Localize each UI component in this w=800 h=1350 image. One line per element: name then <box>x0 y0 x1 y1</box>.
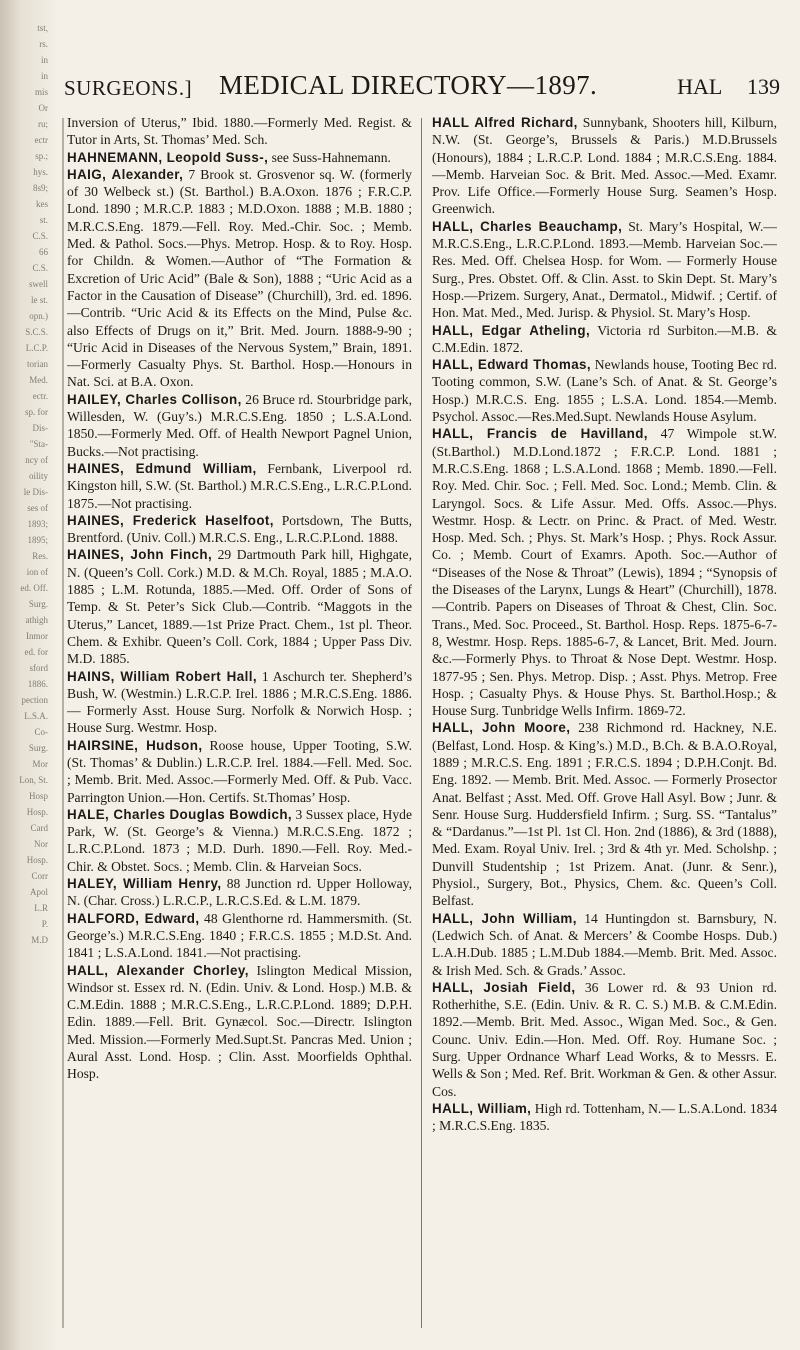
gutter-fragment: Apol <box>30 887 48 897</box>
directory-entry <box>67 391 412 460</box>
entry-name: HALL, Charles Beauchamp, <box>432 218 623 234</box>
entry-text: St. Mary’s Hospital, W.—M.R.C.S.Eng., L.R.C.P.Lond. 1893.—Memb. Harveian Soc.—Res. Med. Off. Chelsea Hosp. for Wom. — Formerly House Surg., Pres. Obstet. Off. & Clin. Asst. to Skin Dept. St. Mary’s Hosp.—Prizem. Surgery, Anat., Dermatol., Midwif. ; Certif. of Hon. Mat. Med., Med. Jurisp. & Physiol. St. Mary’s Hosp. <box>432 218 777 321</box>
running-header <box>64 66 780 106</box>
gutter-fragment: oility <box>28 471 48 481</box>
gutter-fragment: C.S. <box>32 263 48 273</box>
gutter-fragment: ion of <box>26 567 48 577</box>
directory-entry <box>67 512 412 547</box>
directory-entry <box>432 979 777 1100</box>
entry-name: HALL, Edgar Atheling, <box>432 322 591 338</box>
gutter-fragment: Hosp. <box>26 807 48 817</box>
gutter-fragment: Lon, St. <box>19 775 48 785</box>
page-edge-shadow <box>62 118 64 1328</box>
directory-entry <box>67 166 412 391</box>
gutter-fragment: L.R <box>34 903 48 913</box>
gutter-fragment: ectr. <box>32 391 48 401</box>
gutter-fragment: Or <box>38 103 48 113</box>
gutter-fragment: Hosp <box>28 791 48 801</box>
entry-name: HALE, Charles Douglas Bowdich, <box>67 806 293 822</box>
directory-entry <box>432 1100 777 1135</box>
entry-name: HAILEY, Charles Collison, <box>67 391 242 407</box>
entry-name: HAINS, William Robert Hall, <box>67 668 257 684</box>
gutter-fragment: P. <box>41 919 48 929</box>
directory-entry <box>432 356 777 425</box>
entry-name: HALL, Josiah Field, <box>432 979 576 995</box>
gutter-fragment: ed. for <box>24 647 48 657</box>
directory-entry <box>67 737 412 806</box>
page-locator <box>657 74 780 100</box>
gutter-fragment: pection <box>21 695 48 705</box>
directory-entry <box>432 114 777 218</box>
gutter-fragment: Co- <box>34 727 48 737</box>
gutter-fragment: hys. <box>33 167 48 177</box>
entry-name: HALL, Edward Thomas, <box>432 357 592 373</box>
gutter-fragment: Med. <box>29 375 48 385</box>
gutter-fragment: "Sta- <box>29 439 48 449</box>
entry-text: Sunnybank, Shooters hill, Kilburn, N.W. (St. George’s, Brussels & Paris.) M.D.Brussels (Honours), 1884 ; L.R.C.P. Lond. 1884 ; M.R.C.S.Eng. 1884.—Memb. Harveian Soc. & Brit. Med. Assoc.—Med. Examr. Prov. Life Office.—Formerly House Surg. Seamen’s Hosp. Greenwich. <box>432 115 777 217</box>
gutter-fragment: st. <box>39 215 48 225</box>
directory-entry <box>432 719 777 909</box>
gutter-fragment: kes <box>36 199 48 209</box>
gutter-fragment: sp. for <box>25 407 48 417</box>
entry-name: HALL, William, <box>432 1100 532 1116</box>
entry-text: 238 Richmond rd. Hackney, N.E. (Belfast, Lond. Hosp. & King’s.) M.D., B.Ch. & B.A.O.Royal, 1889 ; M.R.C.S. Eng. 1891 ; F.R.C.S. 1894 ; D.P.H.Conjt. Bd. Eng. 1892. — Memb. Brit. Med. Assoc. — Formerly Prosector Anat. Belfast ; Asst. Med. Off. Grove Hall Asyl. Bow ; Junr. & Senr. House Surg. Huddersfield Infirm. ; Surg. SS. “Tantalus” & “Dardanus.”—1st Pl. 1st Cl. Hon. 2nd (1886), & 3rd (1888), Med. Exam. Royal Univ. Irel. ; 3rd & 4th yr. Med. Scholshp. ; Dunvill Studentship ; 1st Prizem. Anat. (Junr. & Senr.), Physiol., Surgery, Bot., Physics, Chem. &c. Queen’s Coll. Belfast. <box>432 720 777 909</box>
gutter-fragment: swell <box>29 279 48 289</box>
entry-text: 1 Aschurch ter. Shepherd’s Bush, W. (Westmin.) L.R.C.P. Irel. 1886 ; M.R.C.S.Eng. 1886. — Formerly Asst. House Surg. Norfolk & Norwich Hosp. ; House Surg. Westmr. Hosp. <box>67 668 412 736</box>
gutter-fragment: 66 <box>39 247 48 257</box>
entry-text: 48 Glenthorne rd. Hammersmith. (St. George’s.) M.R.C.S.Eng. 1840 ; F.R.C.S. 1855 ; M.D.St. And. 1841 ; L.S.A.Lond. 1841.—Not practising. <box>67 910 412 961</box>
entry-text: Fernbank, Liverpool rd. Kingston hill, S.W. (St. Barthol.) M.R.C.S.Eng., L.R.C.P.Lond. 1875.—Not practising. <box>67 460 412 511</box>
entry-text: 88 Junction rd. Upper Holloway, N. (Char. Cross.) L.R.C.P., L.R.C.S.Ed. & L.M. 1879. <box>67 876 412 909</box>
gutter-fragment: Dis- <box>32 423 48 433</box>
entry-name: HALL, John Moore, <box>432 720 571 736</box>
gutter-fragment: 1886. <box>27 679 48 689</box>
entry-text: Newlands house, Tooting Bec rd. Tooting common, S.W. (Lane’s Sch. of Anat. & St. George’s Hosp.) M.R.C.S. Eng. 1855 ; L.S.A. Lond. 1854.—Memb. Psychol. Assoc.—Res.Med.Supt. Newlands House Asylum. <box>432 357 777 425</box>
gutter-fragment: le st. <box>31 295 48 305</box>
entry-text: Islington Medical Mission, Windsor st. Essex rd. N. (Edin. Univ. & Lond. Hosp.) M.B. & C.M.Edin. 1888 ; M.R.C.S.Eng., L.R.C.P.Lond. 1889; D.P.H. Edin. 1889.—Fell. Brit. Gynæcol. Soc.—Directr. Islington Med. Mission.—Formerly Med.Supt.St. Pancras Med. Union ; Aural Asst. Lond. Hosp. ; Clin. Asst. Moorfields Ophthal. Hosp. <box>67 962 412 1082</box>
gutter-fragment: rs. <box>39 39 48 49</box>
directory-entry <box>67 114 412 149</box>
gutter-fragment: opn.) <box>29 311 48 321</box>
entry-name: HALEY, William Henry, <box>67 876 222 892</box>
right-column <box>432 114 777 1344</box>
entry-text: Roose house, Upper Tooting, S.W. (St. Thomas’ & Dublin.) L.R.C.P. Irel. 1884.—Fell. Med. Soc. ; Memb. Brit. Med. Assoc.—Formerly Med. Off. & Pub. Vacc. Parrington Union.—Hon. Certifs. St.Thomas’ Hosp. <box>67 737 412 805</box>
guide-word: HAL <box>677 74 722 99</box>
gutter-fragment: ses of <box>27 503 48 513</box>
directory-title: MEDICAL DIRECTORY—1897. <box>219 70 598 100</box>
gutter-fragment: sp.; <box>35 151 48 161</box>
gutter-fragment: S.C.S. <box>25 327 48 337</box>
gutter-fragment: M.D <box>31 935 48 945</box>
entry-name: HAHNEMANN, Leopold Suss-, <box>67 149 269 165</box>
gutter-fragment: tst, <box>37 23 48 33</box>
entry-text: 26 Bruce rd. Stourbridge park, Willesden, W. (Guy’s.) M.R.C.S.Eng. 1850 ; L.S.A.Lond. 1850.—Formerly Med. Off. of Health Newport Pagnel Union, Bucks.—Not practising. <box>67 391 412 459</box>
entry-name: HALL, Alexander Chorley, <box>67 962 249 978</box>
previous-page-fragments <box>0 20 48 948</box>
directory-entry <box>67 149 412 166</box>
gutter-fragment: torian <box>27 359 48 369</box>
gutter-fragment: C.S. <box>32 231 48 241</box>
entry-name: HAIG, Alexander, <box>67 166 184 182</box>
directory-entry <box>432 322 777 357</box>
entry-name: HALL, Francis de Havilland, <box>432 426 648 442</box>
gutter-fragment: Inmor <box>26 631 48 641</box>
directory-entry <box>67 875 412 910</box>
binding-gutter <box>0 0 58 1350</box>
entry-name: HALL, John William, <box>432 910 577 926</box>
directory-entry <box>432 218 777 322</box>
gutter-fragment: ectr <box>34 135 48 145</box>
entry-text: 47 Wimpole st.W. (St.Barthol.) M.D.Lond.1872 ; F.R.C.P. Lond. 1881 ; M.R.C.S.Eng. 1868 ; L.S.A.Lond. 1868 ; Memb. 1890.—Fell. Roy. Med. Chir. Soc. ; Fell. Med. Soc. Lond.; Memb. Clin. & Laryngol. Socs. & Life Assur. Med. Offs. Assoc.—Phys. Westmr. Hosp. & Lectr. on Princ. & Pract. of Med. Westr. Hosp. Med. Sch. ; Phys. St. Mark’s Hosp. ; Phys. Rock Assur. Co. ; Memb. Court of Examrs. Apoth. Soc.—Author of “Diseases of the Nose & Throat” (Lewis), 1894 ; “Synopsis of the Diseases of the Larynx, Lungs & Heart” (Churchill), 1878.—Contrib. Papers on Diseases of Throat & Chest, Clin. Soc. Trans., Med. Soc. Proceed., St. Barthol. Hosp. Reps. 1875-6-7-8, Westmr. Hosp. Reps. 1885-6-7, & Lancet, Brit. Med. Journ. &c.—Formerly Phys. to Throat & Nose Dept. Westmr. Hosp. 1877-95 ; Sen. Phys. Metrop. Disp. ; Asst. Phys. Metrop. Free Hosp. ; Casualty Phys. & House Phys. St. Barthol.Hosp.; & House Surg. Tunbridge Wells Infirm. 1869-72. <box>432 426 777 719</box>
entry-text: see Suss-Hahnemann. <box>268 149 391 165</box>
entry-name: HAIRSINE, Hudson, <box>67 737 203 753</box>
gutter-fragment: 1895; <box>27 535 48 545</box>
entry-name: HALFORD, Edward, <box>67 910 200 926</box>
gutter-fragment: ed. Off. <box>20 583 48 593</box>
directory-entry <box>432 425 777 719</box>
entry-name: HAINES, Edmund William, <box>67 460 257 476</box>
gutter-fragment: in <box>40 71 48 81</box>
entry-name: HALL Alfred Richard, <box>432 115 578 130</box>
section-label: SURGEONS.] <box>64 76 193 100</box>
gutter-fragment: in <box>40 55 48 65</box>
gutter-fragment: mis <box>34 87 48 97</box>
directory-entry <box>67 910 412 962</box>
entry-text: Victoria rd Surbiton.—M.B. & C.M.Edin. 1872. <box>432 322 777 355</box>
entry-text: Inversion of Uterus,” Ibid. 1880.—Formerly Med. Regist. & Tutor in Arts, St. Thomas’ Med. Sch. <box>67 115 412 148</box>
entry-text: 3 Sussex place, Hyde Park, W. (St. George’s & Vienna.) M.R.C.S.Eng. 1872 ; L.R.C.P.Lond. 1873 ; M.D. Durh. 1890.—Fell. Roy. Med.-Chir. & Obstet. Socs. ; Memb. Clin. & Harveian Socs. <box>67 806 412 874</box>
column-divider <box>421 118 422 1328</box>
gutter-fragment: athigh <box>25 615 48 625</box>
gutter-fragment: Corr <box>31 871 48 881</box>
gutter-fragment: L.S.A. <box>24 711 48 721</box>
directory-entry <box>67 460 412 512</box>
entry-text: High rd. Tottenham, N.— L.S.A.Lond. 1834 ; M.R.C.S.Eng. 1835. <box>432 1100 777 1134</box>
gutter-fragment: Res. <box>32 551 48 561</box>
directory-entry <box>67 546 412 667</box>
gutter-fragment: Nor <box>34 839 48 849</box>
directory-entry <box>432 910 777 979</box>
gutter-fragment: 1893; <box>27 519 48 529</box>
entry-name: HAINES, Frederick Haselfoot, <box>67 512 274 528</box>
gutter-fragment: 8s9; <box>32 183 48 193</box>
left-column <box>67 114 412 1344</box>
gutter-fragment: le Dis- <box>23 487 48 497</box>
directory-entry <box>67 962 412 1083</box>
gutter-fragment: Hosp. <box>26 855 48 865</box>
gutter-fragment: L.C.P. <box>25 343 48 353</box>
gutter-fragment: ru; <box>38 119 48 129</box>
directory-entry <box>67 806 412 875</box>
gutter-fragment: Card <box>30 823 48 833</box>
gutter-fragment: Surg. <box>28 599 48 609</box>
gutter-fragment: ncy of <box>25 455 48 465</box>
entry-text: 7 Brook st. Grosvenor sq. W. (formerly of 30 Welbeck st.) (St. Barthol.) B.A.Oxon. 1876 ; F.R.C.P. Lond. 1890 ; M.R.C.P. 1883 ; M.D.Oxon. 1888 ; M.B. 1880 ; M.R.C.S.Eng. 1879.—Fell. Roy. Med.-Chir. Soc. ; Memb. Med. & Pathol. Socs.—Phys. Metrop. Hosp. & to Roy. Hosp. for Childn. & Women.—Author of “The Formation & Excretion of Uric Acid” (Bale & Son), 1888 ; “Uric Acid as a Factor in the Causation of Disease” (Churchill), 3rd. ed. 1896. —Contrib. “Uric Acid & its Effects on the Mind, Pulse &c. also Effects of Drugs on it,” Brit. Med. Journ. 1888-9-90 ; “Uric Acid in Diseases of the Nervous System,” Brain, 1891.—Formerly Casualty Phys. St. Barthol. Hosp.—Honours in Nat. Sci. at B.A. Oxon. <box>67 166 412 390</box>
gutter-fragment: Surg. <box>28 743 48 753</box>
directory-entry <box>67 668 412 737</box>
entry-text: Portsdown, The Butts, Brentford. (Univ. Coll.) M.R.C.S. Eng., L.R.C.P.Lond. 1888. <box>67 512 412 546</box>
gutter-fragment: sford <box>29 663 48 673</box>
entry-name: HAINES, John Finch, <box>67 547 213 563</box>
page-number: 139 <box>747 74 780 99</box>
entry-text: 36 Lower rd. & 93 Union rd. Rotherhithe, S.E. (Edin. Univ. & R. C. S.) M.B. & C.M.Edin. 1892.—Memb. Brit. Med. Assoc., Wigan Med. Soc., & Gen. Counc. Univ. Edin.—Hon. Med. Off. Roy. Humane Soc. ; Surg. Upper Ordnance Wharf Lead Works, & to Messrs. E. Wells & Son ; Med. Ref. Brit. Workman & Gen. & other Assur. Cos. <box>432 979 777 1099</box>
entry-text: 29 Dartmouth Park hill, Highgate, N. (Queen’s Coll. Cork.) M.D. & M.Ch. Royal, 1885 ; M.A.O. 1885 ; L.M. Rotunda, 1885.—Med. Off. Order of Sons of Temp. & St. Peter’s Sick Club.—Contrib. “Maggots in the Uterus,” Lancet, 1889.—1st Prize Pract. Chem., 1st pl. Theor. Chem. & Exhibr. Queen’s Coll. Cork, 1884 ; Upper Pass Div. M.D. 1885. <box>67 547 412 667</box>
entry-text: 14 Huntingdon st. Barnsbury, N. (Ledwich Sch. of Anat. & Mercers’ & Coombe Hosps. Dub.) L.A.H.Dub. 1885 ; L.M.Dub 1884.—Memb. Brit. Med. Assoc. & Irish Med. Sch. & Grads.’ Assoc. <box>432 910 777 978</box>
gutter-fragment: Mor <box>32 759 48 769</box>
